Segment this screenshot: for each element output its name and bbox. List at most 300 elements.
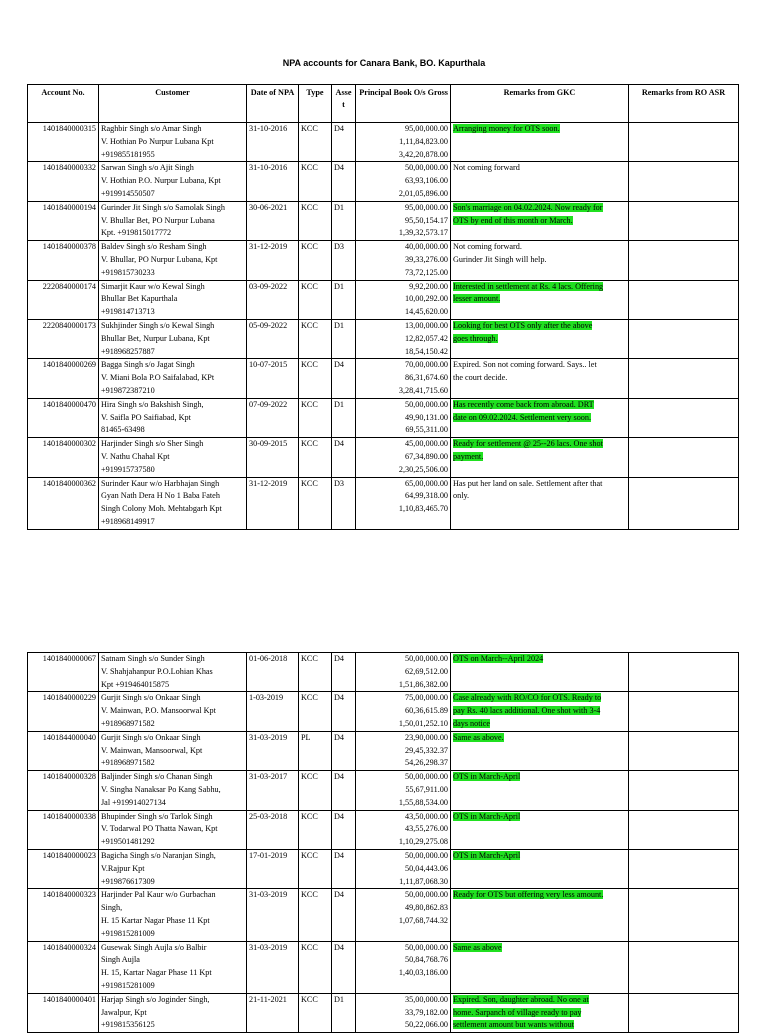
table-row xyxy=(28,849,739,888)
amount-line: 62,69,512.00 xyxy=(405,666,448,676)
amount-line: 60,36,615.89 xyxy=(405,706,448,716)
remarks-ro-cell xyxy=(629,359,739,398)
remark-text-highlighted: payment. xyxy=(453,451,484,461)
header-principal: Principal Book O/s Gross xyxy=(356,85,451,123)
npa-date-cell: 10-07-2015 xyxy=(247,359,299,398)
principal-amount-cell xyxy=(356,398,451,437)
remark-text: only. xyxy=(453,491,470,501)
asset-class-cell: D4 xyxy=(332,771,356,810)
remarks-ro-cell xyxy=(629,241,739,280)
principal-amount-cell xyxy=(356,692,451,731)
customer-line: +919814713713 xyxy=(101,307,155,317)
principal-amount-cell xyxy=(356,889,451,941)
remarks-ro-cell xyxy=(629,162,739,201)
customer-line: Singh Aujla xyxy=(101,955,140,965)
customer-cell xyxy=(99,280,247,319)
customer-line: Bagicha Singh s/o Naranjan Singh, xyxy=(101,850,216,860)
principal-amount-cell xyxy=(356,438,451,477)
customer-line: +918968971582 xyxy=(101,758,155,768)
remark-text-highlighted: home. Sarpanch of village ready to pay xyxy=(453,1007,582,1017)
npa-date-cell: 21-11-2021 xyxy=(247,993,299,1032)
asset-class-cell: D4 xyxy=(332,810,356,849)
amount-line: 40,00,000.00 xyxy=(405,242,448,252)
remark-text: Gurinder Jit Singh will help. xyxy=(453,254,547,264)
amount-line: 55,67,911.00 xyxy=(405,784,448,794)
type-cell: KCC xyxy=(299,653,332,692)
customer-line: H. 15, Kartar Nagar Phase 11 Kpt xyxy=(101,968,212,978)
customer-line: Baljinder Singh s/o Chanan Singh xyxy=(101,772,213,782)
type-cell: KCC xyxy=(299,123,332,162)
asset-class-cell: D4 xyxy=(332,731,356,770)
account-number-cell: 2220840000174 xyxy=(28,280,99,319)
remark-text: Not coming forward xyxy=(453,163,520,173)
principal-amount-cell xyxy=(356,731,451,770)
amount-line: 1,07,68,744.32 xyxy=(398,915,448,925)
asset-class-cell: D4 xyxy=(332,653,356,692)
amount-line: 2,01,05,896.00 xyxy=(398,188,448,198)
customer-cell xyxy=(99,398,247,437)
asset-class-cell: D4 xyxy=(332,941,356,993)
customer-cell xyxy=(99,477,247,529)
header-date-of-npa: Date of NPA xyxy=(247,85,299,123)
account-number-cell: 1401840000302 xyxy=(28,438,99,477)
table-row xyxy=(28,771,739,810)
table-row xyxy=(28,692,739,731)
customer-line: V. Hothian P.O. Nurpur Lubana, Kpt xyxy=(101,176,221,186)
customer-cell xyxy=(99,941,247,993)
amount-line: 14,45,620.00 xyxy=(405,307,448,317)
remark-text-highlighted: Ready for settlement @ 25--26 lacs. One shot xyxy=(453,439,603,449)
asset-class-cell: D1 xyxy=(332,280,356,319)
remarks-gkc-cell xyxy=(451,731,629,770)
remarks-gkc-cell xyxy=(451,162,629,201)
header-remarks-ro: Remarks from RO ASR xyxy=(629,85,739,123)
asset-class-cell: D1 xyxy=(332,398,356,437)
remarks-gkc-cell xyxy=(451,849,629,888)
customer-line: V. Todarwal PO Thatta Nawan, Kpt xyxy=(101,824,218,834)
customer-line: V. Singha Nanaksar Po Kang Sabhu, xyxy=(101,784,221,794)
remark-text-highlighted: Expired. Son, daughter abroad. No one at xyxy=(453,994,589,1004)
customer-line: V.Rajpur Kpt xyxy=(101,863,145,873)
table-row xyxy=(28,889,739,941)
type-cell: KCC xyxy=(299,359,332,398)
table-row xyxy=(28,993,739,1032)
principal-amount-cell xyxy=(356,477,451,529)
amount-line: 70,00,000.00 xyxy=(405,360,448,370)
amount-line: 86,31,674.60 xyxy=(405,373,448,383)
amount-line: 13,00,000.00 xyxy=(405,320,448,330)
customer-line: V. Bhullar, PO Nurpur Lubana, Kpt xyxy=(101,254,218,264)
account-number-cell: 1401840000067 xyxy=(28,653,99,692)
customer-cell xyxy=(99,162,247,201)
remarks-gkc-cell xyxy=(451,319,629,358)
amount-line: 95,50,154.17 xyxy=(405,215,448,225)
remark-text-highlighted: Looking for best OTS only after the above xyxy=(453,320,593,330)
customer-line: Jawalpur, Kpt xyxy=(101,1007,147,1017)
asset-class-cell: D4 xyxy=(332,162,356,201)
principal-amount-cell xyxy=(356,653,451,692)
remark-text-highlighted: Same as above. xyxy=(453,732,504,742)
amount-line: 67,34,890.00 xyxy=(405,451,448,461)
customer-line: +919915737580 xyxy=(101,464,155,474)
asset-class-cell: D1 xyxy=(332,201,356,240)
remarks-gkc-cell xyxy=(451,889,629,941)
customer-line: +919855181955 xyxy=(101,149,155,159)
header-type: Type xyxy=(299,85,332,123)
account-number-cell: 1401844000040 xyxy=(28,731,99,770)
customer-line: V. Shahjahanpur P.O.Lohian Khas xyxy=(101,666,213,676)
customer-line: +919815281009 xyxy=(101,980,155,990)
npa-date-cell: 31-03-2019 xyxy=(247,941,299,993)
table-header-row xyxy=(28,85,739,123)
remark-text-highlighted: Has recently come back from abroad. DRT xyxy=(453,399,594,409)
amount-line: 1,40,03,186.00 xyxy=(398,968,448,978)
account-number-cell: 1401840000323 xyxy=(28,889,99,941)
amount-line: 3,28,41,715.60 xyxy=(398,385,448,395)
remarks-ro-cell xyxy=(629,889,739,941)
customer-cell xyxy=(99,993,247,1032)
amount-line: 1,51,86,382.00 xyxy=(398,679,448,689)
account-number-cell: 1401840000378 xyxy=(28,241,99,280)
amount-line: 33,79,182.00 xyxy=(405,1007,448,1017)
amount-line: 50,00,000.00 xyxy=(405,654,448,663)
principal-amount-cell xyxy=(356,201,451,240)
principal-amount-cell xyxy=(356,941,451,993)
customer-line: Raghbir Singh s/o Amar Singh xyxy=(101,124,202,133)
remarks-gkc-cell xyxy=(451,280,629,319)
amount-line: 49,80,862.83 xyxy=(405,903,448,913)
customer-cell xyxy=(99,201,247,240)
customer-line: Sarwan Singh s/o Ajit Singh xyxy=(101,163,194,173)
remark-text-highlighted: lesser amount. xyxy=(453,294,501,304)
amount-line: 73,72,125.00 xyxy=(405,267,448,277)
principal-amount-cell xyxy=(356,280,451,319)
remarks-gkc-cell xyxy=(451,477,629,529)
principal-amount-cell xyxy=(356,359,451,398)
remark-text-highlighted: Case already with RO/CO for OTS. Ready to xyxy=(453,693,602,703)
customer-line: H. 15 Kartar Nagar Phase 11 Kpt xyxy=(101,915,210,925)
npa-date-cell: 31-03-2019 xyxy=(247,889,299,941)
amount-line: 63,93,106.00 xyxy=(405,176,448,186)
amount-line: 35,00,000.00 xyxy=(405,994,448,1004)
type-cell: KCC xyxy=(299,280,332,319)
remarks-gkc-cell xyxy=(451,398,629,437)
remark-text-highlighted: pay Rs. 40 lacs additional. One shot with 3-4 xyxy=(453,706,601,716)
remark-text-highlighted: days notice xyxy=(453,718,491,728)
amount-line: 12,82,057.42 xyxy=(405,333,448,343)
table-row xyxy=(28,438,739,477)
amount-line: 49,90,131.00 xyxy=(405,412,448,422)
npa-date-cell: 03-09-2022 xyxy=(247,280,299,319)
remark-text-highlighted: Son's marriage on 04.02.2024. Now ready for xyxy=(453,202,603,212)
remarks-ro-cell xyxy=(629,398,739,437)
remarks-gkc-cell xyxy=(451,241,629,280)
amount-line: 3,42,20,878.00 xyxy=(398,149,448,159)
account-number-cell: 1401840000338 xyxy=(28,810,99,849)
asset-class-cell: D4 xyxy=(332,692,356,731)
remarks-ro-cell xyxy=(629,771,739,810)
remarks-gkc-cell xyxy=(451,810,629,849)
remarks-ro-cell xyxy=(629,123,739,162)
customer-line: Kpt. +919815017772 xyxy=(101,228,172,238)
npa-table-page-2 xyxy=(27,652,739,1033)
principal-amount-cell xyxy=(356,993,451,1032)
customer-cell xyxy=(99,438,247,477)
customer-line: Harjap Singh s/o Joginder Singh, xyxy=(101,994,210,1004)
npa-date-cell: 17-01-2019 xyxy=(247,849,299,888)
remarks-gkc-cell xyxy=(451,438,629,477)
customer-line: Bhullar Bet Kapurthala xyxy=(101,294,178,304)
type-cell: KCC xyxy=(299,692,332,731)
npa-date-cell: 31-10-2016 xyxy=(247,162,299,201)
account-number-cell: 1401840000332 xyxy=(28,162,99,201)
customer-line: Simarjit Kaur w/o Kewal Singh xyxy=(101,281,205,291)
amount-line: 1,55,88,534.00 xyxy=(398,797,448,807)
table-row xyxy=(28,653,739,692)
amount-line: 50,22,066.00 xyxy=(405,1020,448,1030)
amount-line: 1,11,87,068.30 xyxy=(399,876,448,886)
customer-cell xyxy=(99,692,247,731)
remarks-gkc-cell xyxy=(451,201,629,240)
customer-line: +918968971582 xyxy=(101,718,155,728)
amount-line: 65,00,000.00 xyxy=(405,478,448,488)
customer-line: Gurinder Jit Singh s/o Samolak Singh xyxy=(101,202,225,212)
remarks-ro-cell xyxy=(629,993,739,1032)
table-row xyxy=(28,241,739,280)
customer-cell xyxy=(99,241,247,280)
principal-amount-cell xyxy=(356,810,451,849)
npa-date-cell: 31-03-2017 xyxy=(247,771,299,810)
customer-line: V. Saifla PO Saifiabad, Kpt xyxy=(101,412,191,422)
table-body-page-1 xyxy=(28,123,739,530)
principal-amount-cell xyxy=(356,771,451,810)
remark-text-highlighted: OTS on March--April 2024 xyxy=(453,654,544,663)
table-row xyxy=(28,477,739,529)
amount-line: 95,00,000.00 xyxy=(405,202,448,212)
amount-line: 1,11,84,823.00 xyxy=(399,136,448,146)
customer-cell xyxy=(99,653,247,692)
account-number-cell: 1401840000328 xyxy=(28,771,99,810)
remarks-ro-cell xyxy=(629,319,739,358)
header-account-no: Account No. xyxy=(28,85,99,123)
principal-amount-cell xyxy=(356,162,451,201)
amount-line: 50,00,000.00 xyxy=(405,163,448,173)
customer-cell xyxy=(99,319,247,358)
type-cell: KCC xyxy=(299,993,332,1032)
customer-line: +919815281009 xyxy=(101,928,155,938)
customer-line: Sukhjinder Singh s/o Kewal Singh xyxy=(101,320,215,330)
remarks-gkc-cell xyxy=(451,771,629,810)
customer-line: +918968149917 xyxy=(101,516,155,526)
document-title: NPA accounts for Canara Bank, BO. Kapurthala xyxy=(282,58,486,68)
table-row xyxy=(28,123,739,162)
amount-line: 75,00,000.00 xyxy=(405,693,448,703)
remarks-ro-cell xyxy=(629,201,739,240)
amount-line: 50,00,000.00 xyxy=(405,399,448,409)
customer-line: Jal +919914027134 xyxy=(101,797,166,807)
customer-line: +919914550507 xyxy=(101,188,155,198)
amount-line: 69,55,311.00 xyxy=(405,425,448,435)
asset-class-cell: D4 xyxy=(332,123,356,162)
table-row xyxy=(28,810,739,849)
principal-amount-cell xyxy=(356,123,451,162)
type-cell: KCC xyxy=(299,941,332,993)
header-customer: Customer xyxy=(99,85,247,123)
remark-text-highlighted: Ready for OTS but offering very less amount. xyxy=(453,890,604,900)
type-cell: KCC xyxy=(299,849,332,888)
customer-line: V. Nathu Chahal Kpt xyxy=(101,451,170,461)
remarks-ro-cell xyxy=(629,438,739,477)
account-number-cell: 1401840000362 xyxy=(28,477,99,529)
remarks-gkc-cell xyxy=(451,359,629,398)
account-number-cell: 1401840000229 xyxy=(28,692,99,731)
type-cell: KCC xyxy=(299,438,332,477)
customer-cell xyxy=(99,849,247,888)
remark-text-highlighted: Same as above xyxy=(453,942,502,952)
remark-text: Has put her land on sale. Settlement after that xyxy=(453,478,603,488)
principal-amount-cell xyxy=(356,241,451,280)
account-number-cell: 2220840000173 xyxy=(28,319,99,358)
customer-line: Harjinder Singh s/o Sher Singh xyxy=(101,439,204,449)
customer-line: Hira Singh s/o Bakshish Singh, xyxy=(101,399,204,409)
account-number-cell: 1401840000470 xyxy=(28,398,99,437)
amount-line: 39,33,276.00 xyxy=(405,254,448,264)
npa-date-cell: 30-06-2021 xyxy=(247,201,299,240)
type-cell: KCC xyxy=(299,810,332,849)
customer-line: +919876617309 xyxy=(101,876,155,886)
customer-cell xyxy=(99,123,247,162)
account-number-cell: 1401840000315 xyxy=(28,123,99,162)
amount-line: 9,92,200.00 xyxy=(409,281,448,291)
remarks-gkc-cell xyxy=(451,123,629,162)
account-number-cell: 1401840000324 xyxy=(28,941,99,993)
remark-text-highlighted: settlement amount but wants without xyxy=(453,1020,574,1030)
customer-cell xyxy=(99,771,247,810)
remarks-gkc-cell xyxy=(451,941,629,993)
customer-line: V. Hothian Po Nurpur Lubana Kpt xyxy=(101,136,214,146)
npa-date-cell: 31-10-2016 xyxy=(247,123,299,162)
customer-line: +919501481292 xyxy=(101,837,155,847)
type-cell: KCC xyxy=(299,398,332,437)
remark-text: Expired. Son not coming forward. Says.. let xyxy=(453,360,597,370)
amount-line: 64,99,318.00 xyxy=(405,491,448,501)
remarks-ro-cell xyxy=(629,731,739,770)
remark-text-highlighted: goes through. xyxy=(453,333,498,343)
customer-cell xyxy=(99,889,247,941)
amount-line: 43,55,276.00 xyxy=(405,824,448,834)
npa-date-cell: 31-03-2019 xyxy=(247,731,299,770)
remarks-ro-cell xyxy=(629,280,739,319)
customer-line: Singh Colony Moh. Mehtabgarh Kpt xyxy=(101,504,222,514)
table-row xyxy=(28,398,739,437)
amount-line: 50,00,000.00 xyxy=(405,942,448,952)
amount-line: 50,00,000.00 xyxy=(405,850,448,860)
npa-date-cell: 31-12-2019 xyxy=(247,241,299,280)
remark-text: Not coming forward. xyxy=(453,242,522,252)
account-number-cell: 1401840000194 xyxy=(28,201,99,240)
npa-date-cell: 01-06-2018 xyxy=(247,653,299,692)
customer-line: Singh, xyxy=(101,903,123,913)
remark-text-highlighted: date on 09.02.2024. Settlement very soon. xyxy=(453,412,592,422)
amount-line: 1,50,01,252.10 xyxy=(398,718,448,728)
table-row xyxy=(28,941,739,993)
remark-text-highlighted: OTS in March-April xyxy=(453,850,521,860)
customer-line: Gurjit Singh s/o Onkaar Singh xyxy=(101,732,201,742)
customer-cell xyxy=(99,731,247,770)
asset-class-cell: D4 xyxy=(332,889,356,941)
remarks-ro-cell xyxy=(629,692,739,731)
type-cell: PL xyxy=(299,731,332,770)
asset-class-cell: D4 xyxy=(332,849,356,888)
amount-line: 23,90,000.00 xyxy=(405,732,448,742)
customer-line: +919872387210 xyxy=(101,385,155,395)
remarks-ro-cell xyxy=(629,810,739,849)
customer-line: +919815356125 xyxy=(101,1020,155,1030)
table-row xyxy=(28,731,739,770)
customer-line: Bhupinder Singh s/o Tarlok Singh xyxy=(101,811,213,821)
npa-date-cell: 30-09-2015 xyxy=(247,438,299,477)
remark-text-highlighted: OTS in March-April xyxy=(453,772,521,782)
npa-table-page-1 xyxy=(27,84,739,530)
customer-line: Surinder Kaur w/o Harbhajan Singh xyxy=(101,478,220,488)
customer-cell xyxy=(99,359,247,398)
remarks-gkc-cell xyxy=(451,993,629,1032)
remark-text-highlighted: Arranging money for OTS soon. xyxy=(453,124,560,133)
customer-line: +919815730233 xyxy=(101,267,155,277)
customer-line: Bhullar Bet, Nurpur Lubana, Kpt xyxy=(101,333,210,343)
customer-line: Harjinder Pal Kaur w/o Gurbachan xyxy=(101,890,216,900)
amount-line: 1,10,29,275.08 xyxy=(398,837,448,847)
customer-line: Bagga Singh s/o Jagat Singh xyxy=(101,360,195,370)
customer-line: Gurjit Singh s/o Onkaar Singh xyxy=(101,693,201,703)
customer-line: V. Mainwan, Mansoorwal, Kpt xyxy=(101,745,203,755)
header-remarks-gkc: Remarks from GKC xyxy=(451,85,629,123)
amount-line: 10,00,292.00 xyxy=(405,294,448,304)
amount-line: 50,04,443.06 xyxy=(405,863,448,873)
customer-line: V. Bhullar Bet, PO Nurpur Lubana xyxy=(101,215,215,225)
customer-line: V. Mainwan, P.O. Mansoorwal Kpt xyxy=(101,706,216,716)
asset-class-cell: D4 xyxy=(332,438,356,477)
remarks-gkc-cell xyxy=(451,692,629,731)
asset-class-cell: D1 xyxy=(332,319,356,358)
asset-class-cell: D3 xyxy=(332,241,356,280)
amount-line: 50,00,000.00 xyxy=(405,772,448,782)
amount-line: 2,30,25,506.00 xyxy=(398,464,448,474)
amount-line: 50,00,000.00 xyxy=(405,890,448,900)
amount-line: 45,00,000.00 xyxy=(405,439,448,449)
account-number-cell: 1401840000023 xyxy=(28,849,99,888)
customer-line: Satnam Singh s/o Sunder Singh xyxy=(101,654,205,663)
remarks-ro-cell xyxy=(629,477,739,529)
type-cell: KCC xyxy=(299,201,332,240)
amount-line: 54,26,298.37 xyxy=(405,758,448,768)
account-number-cell: 1401840000269 xyxy=(28,359,99,398)
customer-line: Gyan Nath Dera H No 1 Baba Fateh xyxy=(101,491,220,501)
npa-date-cell: 25-03-2018 xyxy=(247,810,299,849)
npa-date-cell: 1-03-2019 xyxy=(247,692,299,731)
account-number-cell: 1401840000401 xyxy=(28,993,99,1032)
principal-amount-cell xyxy=(356,319,451,358)
customer-line: +918968257887 xyxy=(101,346,155,356)
table-row xyxy=(28,319,739,358)
customer-line: Baldev Singh s/o Resham Singh xyxy=(101,242,207,252)
table-row xyxy=(28,280,739,319)
customer-line: Gusewak Singh Aujla s/o Balbir xyxy=(101,942,207,952)
amount-line: 43,50,000.00 xyxy=(405,811,448,821)
customer-line: 81465-63498 xyxy=(101,425,145,435)
amount-line: 95,00,000.00 xyxy=(405,124,448,133)
type-cell: KCC xyxy=(299,477,332,529)
